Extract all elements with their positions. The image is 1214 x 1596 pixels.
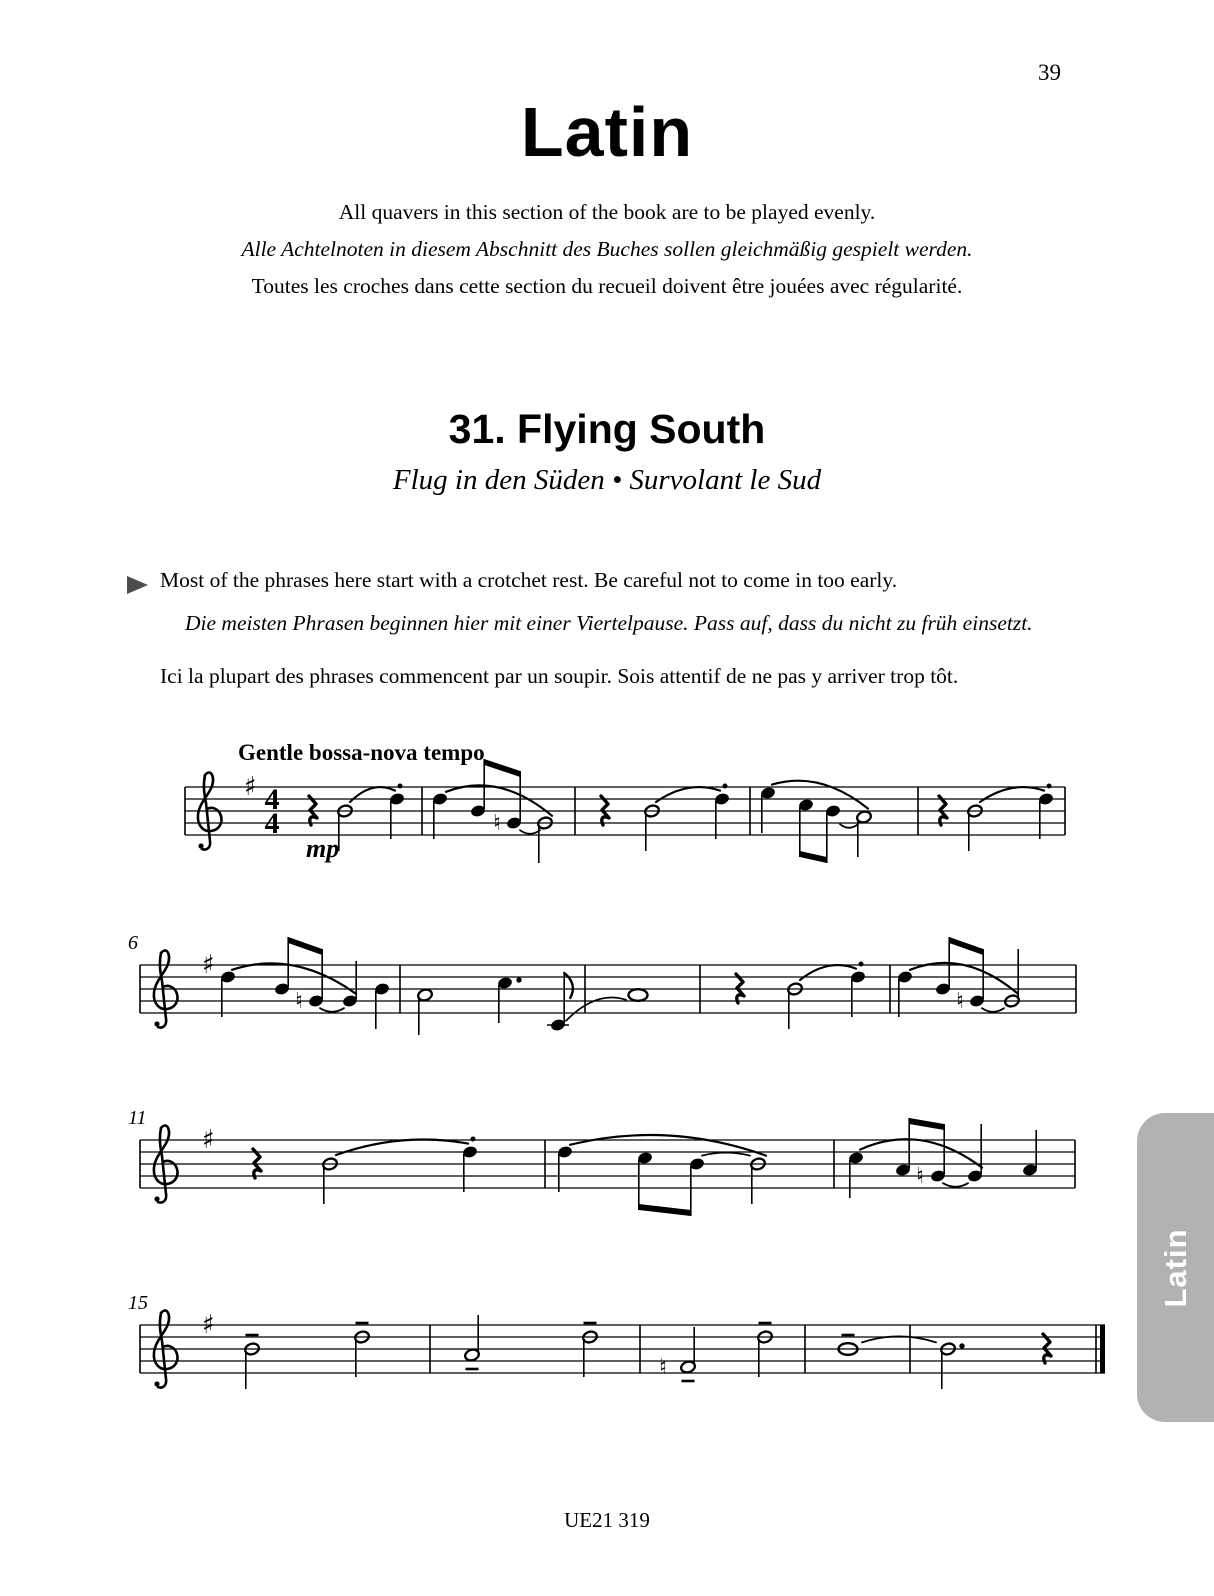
svg-text:♮: ♮ <box>916 1164 924 1189</box>
tempo-marking: Gentle bossa-nova tempo <box>238 740 485 765</box>
svg-text:♮: ♮ <box>956 989 964 1014</box>
latin-tab-label: Latin <box>1157 1227 1193 1308</box>
svg-text:♮: ♮ <box>493 811 501 836</box>
music-system-2 <box>0 915 1214 1065</box>
piece-title: 31. Flying South <box>448 406 766 452</box>
music-system-3 <box>0 1090 1214 1240</box>
svg-text:♮: ♮ <box>659 1355 667 1380</box>
svg-text:4: 4 <box>264 807 280 840</box>
latin-section-tab <box>1137 1113 1214 1422</box>
tip-arrow-icon <box>127 576 148 594</box>
tip-text-english: Most of the phrases here start with a crotchet rest. Be careful not to come in too early. <box>160 568 898 592</box>
intro-text-french: Toutes les croches dans cette section du recueil doivent être jouées avec régularité. <box>251 274 963 298</box>
svg-text:15: 15 <box>128 1292 148 1314</box>
svg-text:♮: ♮ <box>295 989 303 1014</box>
section-title: Latin <box>520 93 694 171</box>
svg-text:11: 11 <box>128 1107 147 1129</box>
dynamic-marking: mp <box>306 834 340 863</box>
svg-text:6: 6 <box>128 932 138 954</box>
piece-subtitle: Flug in den Süden • Survolant le Sud <box>392 464 822 496</box>
footer-plate-number: UE21 319 <box>564 1508 650 1532</box>
page-number: 39 <box>1038 60 1061 85</box>
intro-text-english: All quavers in this section of the book are to be played evenly. <box>338 200 876 224</box>
tip-text-french: Ici la plupart des phrases commencent par un soupir. Sois attentif de ne pas y arriver trop tôt. <box>160 664 959 688</box>
svg-text:♯: ♯ <box>202 1125 215 1155</box>
music-system-1 <box>0 737 1214 887</box>
music-system-4 <box>0 1275 1214 1425</box>
tip-text-german: Die meisten Phrasen beginnen hier mit einer Viertelpause. Pass auf, dass du nicht zu früh einsetzt. <box>185 611 1033 635</box>
svg-text:♯: ♯ <box>202 1310 215 1340</box>
svg-text:4: 4 <box>264 783 280 816</box>
intro-text-german: Alle Achtelnoten in diesem Abschnitt des Buches sollen gleichmäßig gespielt werden. <box>241 237 973 261</box>
svg-text:♯: ♯ <box>244 772 257 802</box>
svg-text:♯: ♯ <box>202 950 215 980</box>
